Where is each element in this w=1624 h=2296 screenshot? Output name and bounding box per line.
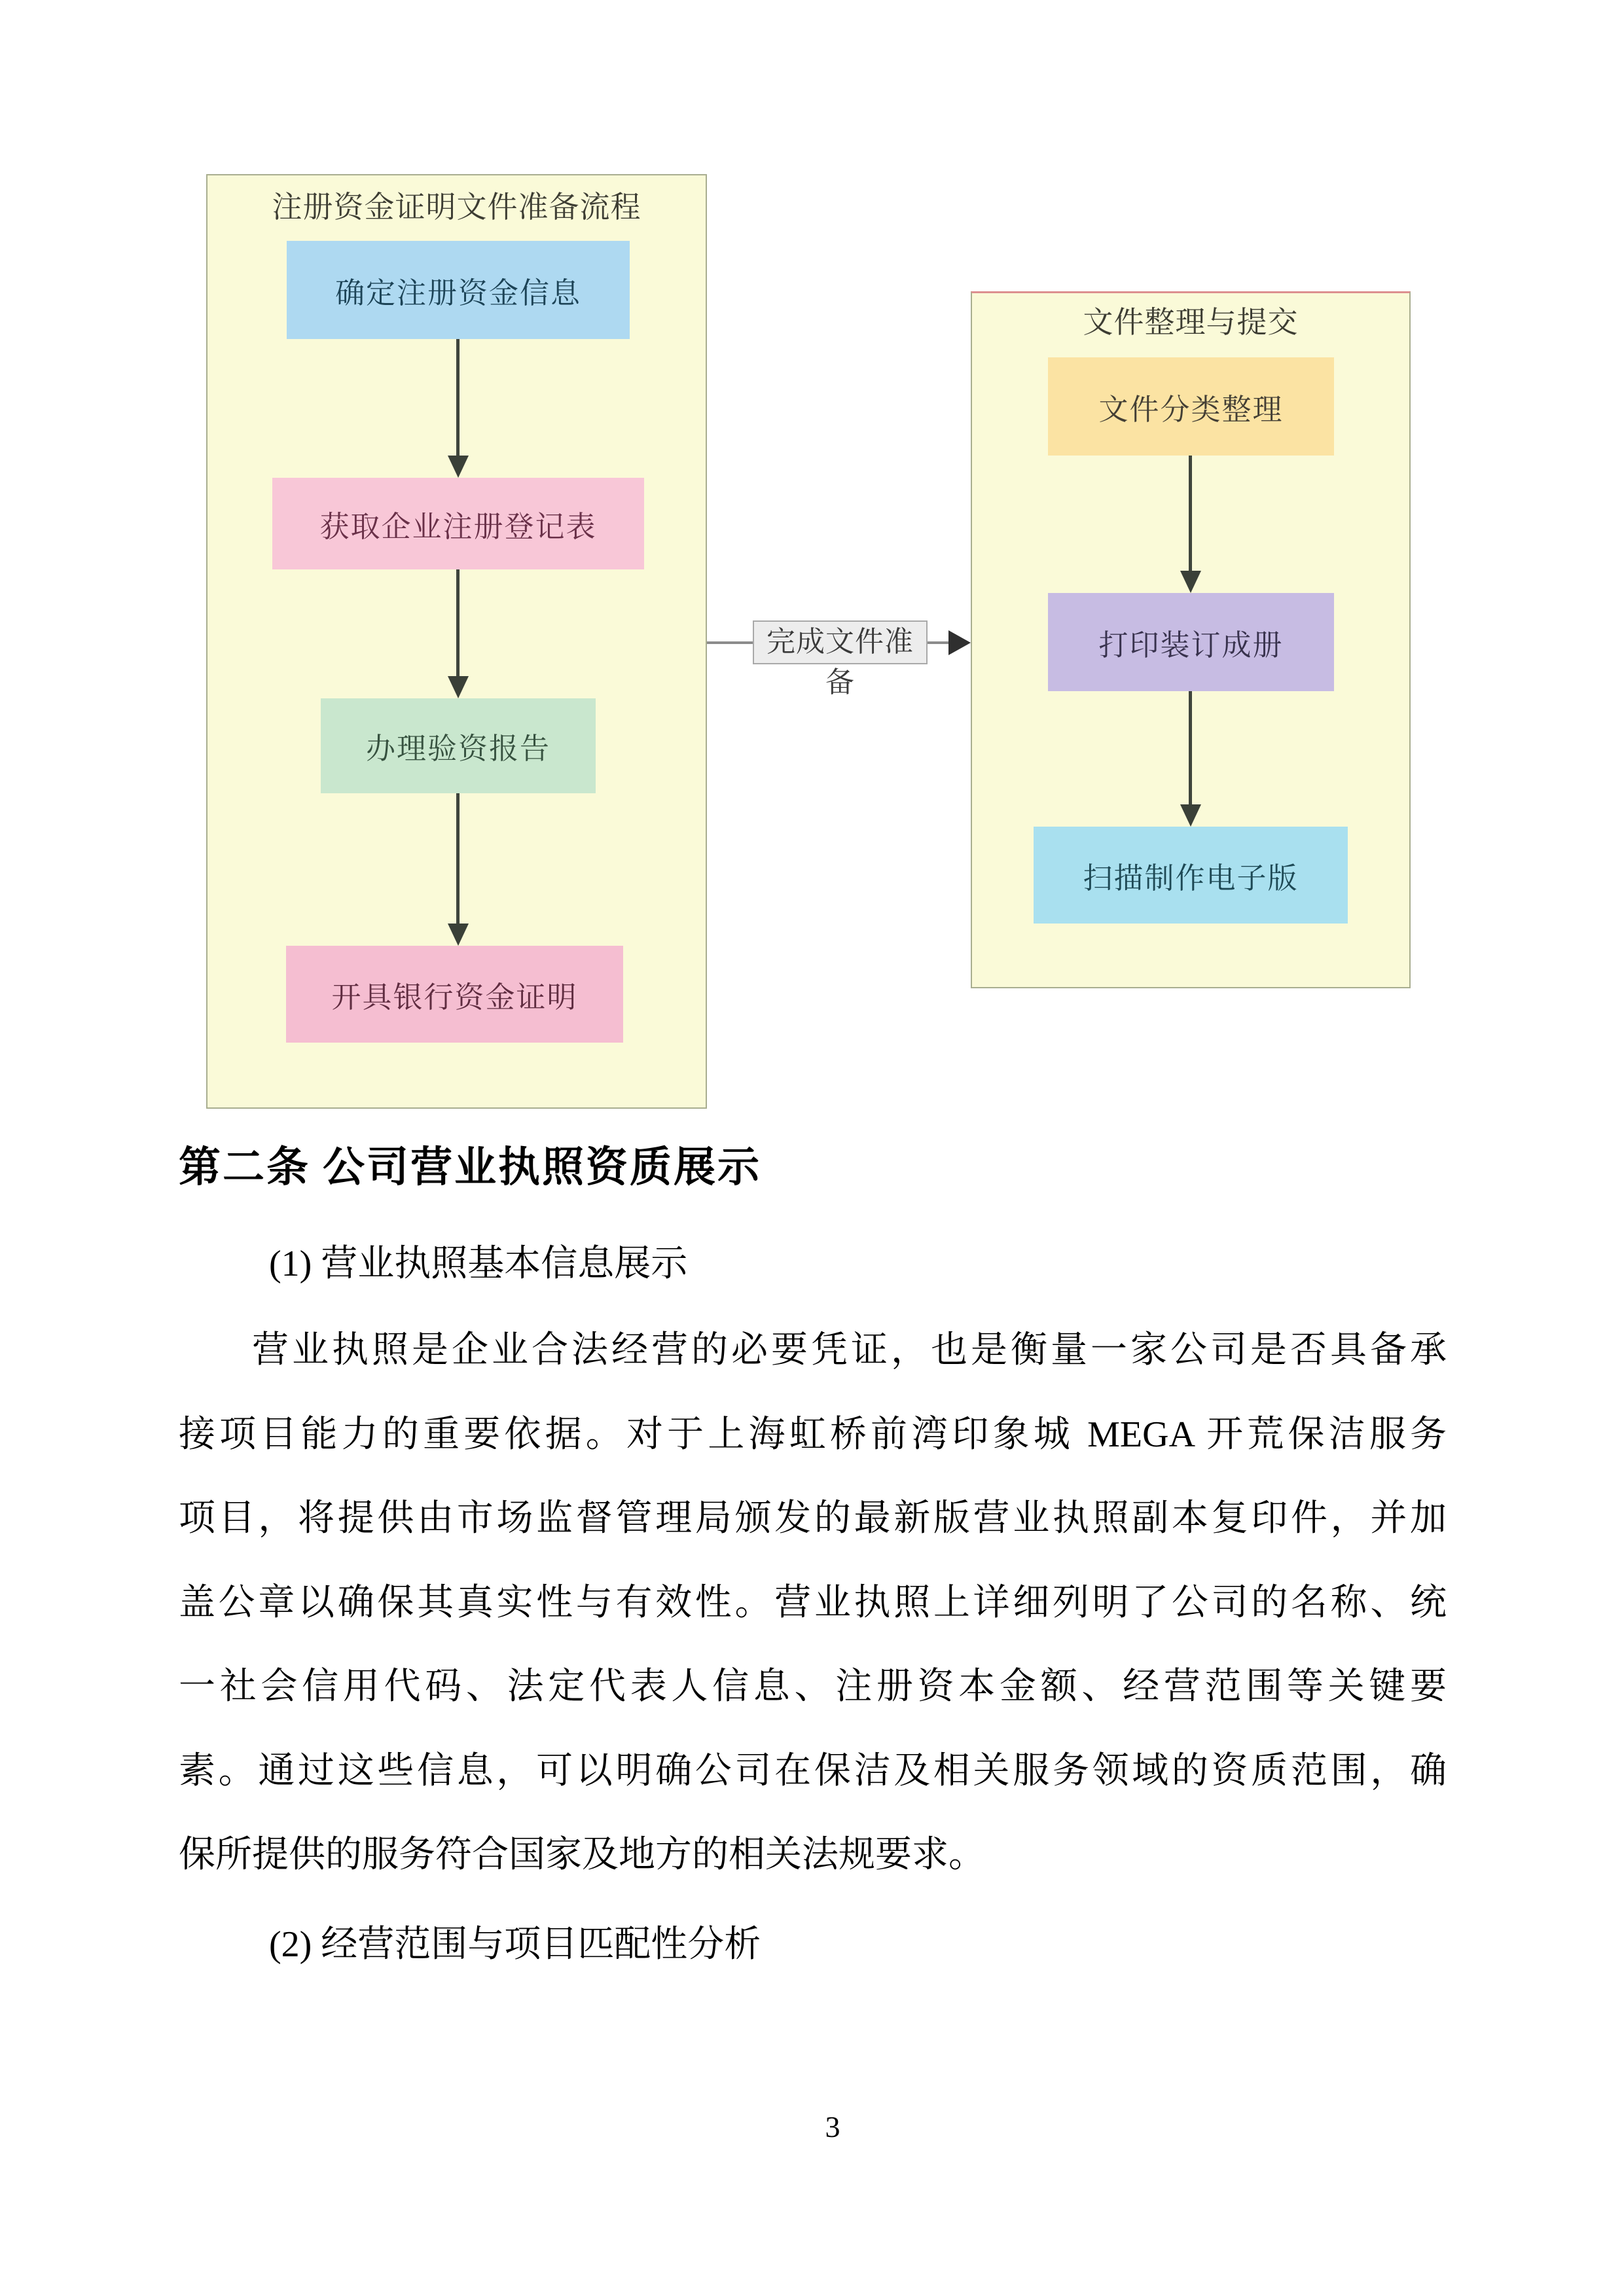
flow-connector-label: 完成文件准备 [753,620,928,664]
flow-node-bank-fund-certificate [286,946,623,1043]
paragraph-line: 盖公章以确保其真实性与有效性。营业执照上详细列明了公司的名称、统 [179,1583,1447,1623]
paragraph-line: 保所提供的服务符合国家及地方的相关法规要求。 [179,1835,985,1875]
paragraph-line: 接项目能力的重要依据。对于上海虹桥前湾印象城 MEGA 开荒保洁服务 [179,1414,1447,1455]
flow-node-get-registration-form [272,478,644,569]
flow-node-label: 文件分类整理 [1098,392,1284,426]
flow-node-label: 获取企业注册登记表 [319,509,597,543]
down-arrow-head-icon [448,456,469,478]
down-arrow-line [1189,691,1192,804]
flow-node-label: 打印装订成册 [1098,628,1284,662]
down-arrow-line [456,793,460,924]
flow-connector-arrow-icon [948,630,971,655]
down-arrow-line [1189,456,1192,571]
flow-node-confirm-fund-info [287,241,630,339]
down-arrow-head-icon [448,924,469,946]
flow-node-label: 确定注册资金信息 [334,276,581,310]
page-number: 3 [825,2110,840,2144]
flow-group-registration-funds [206,174,707,1109]
paragraph-line: 营业执照是企业合法经营的必要凭证，也是衡量一家公司是否具备承 [252,1330,1447,1371]
section-heading: 第二条 公司营业执照资质展示 [179,1144,761,1191]
flow-node-classify-documents [1048,357,1334,456]
flow-node-label: 办理验资报告 [365,732,550,765]
flow-node-label: 开具银行资金证明 [331,980,578,1014]
flow-node-print-and-bind [1048,593,1334,691]
paragraph-line: 素。通过这些信息，可以明确公司在保洁及相关服务领域的资质范围，确 [179,1751,1447,1791]
down-arrow-head-icon [1180,804,1201,827]
down-arrow-head-icon [448,676,469,698]
list-item-2: (2) 经营范围与项目匹配性分析 [269,1924,761,1965]
down-arrow-head-icon [1180,571,1201,593]
flow-node-capital-verification-report [321,698,596,793]
list-item-1: (1) 营业执照基本信息展示 [269,1244,688,1284]
paragraph-line: 项目，将提供由市场监督管理局颁发的最新版营业执照副本复印件，并加 [179,1498,1447,1539]
paragraph-line: 一社会信用代码、法定代表人信息、注册资本金额、经营范围等关键要 [179,1666,1447,1707]
flow-group-title: 文件整理与提交 [1083,305,1299,339]
flow-group-document-submission [971,291,1411,988]
down-arrow-line [456,339,460,456]
flow-group-title: 注册资金证明文件准备流程 [272,190,641,224]
down-arrow-line [456,569,460,676]
flow-node-scan-electronic-copy [1034,827,1348,924]
flow-node-label: 扫描制作电子版 [1083,861,1299,895]
